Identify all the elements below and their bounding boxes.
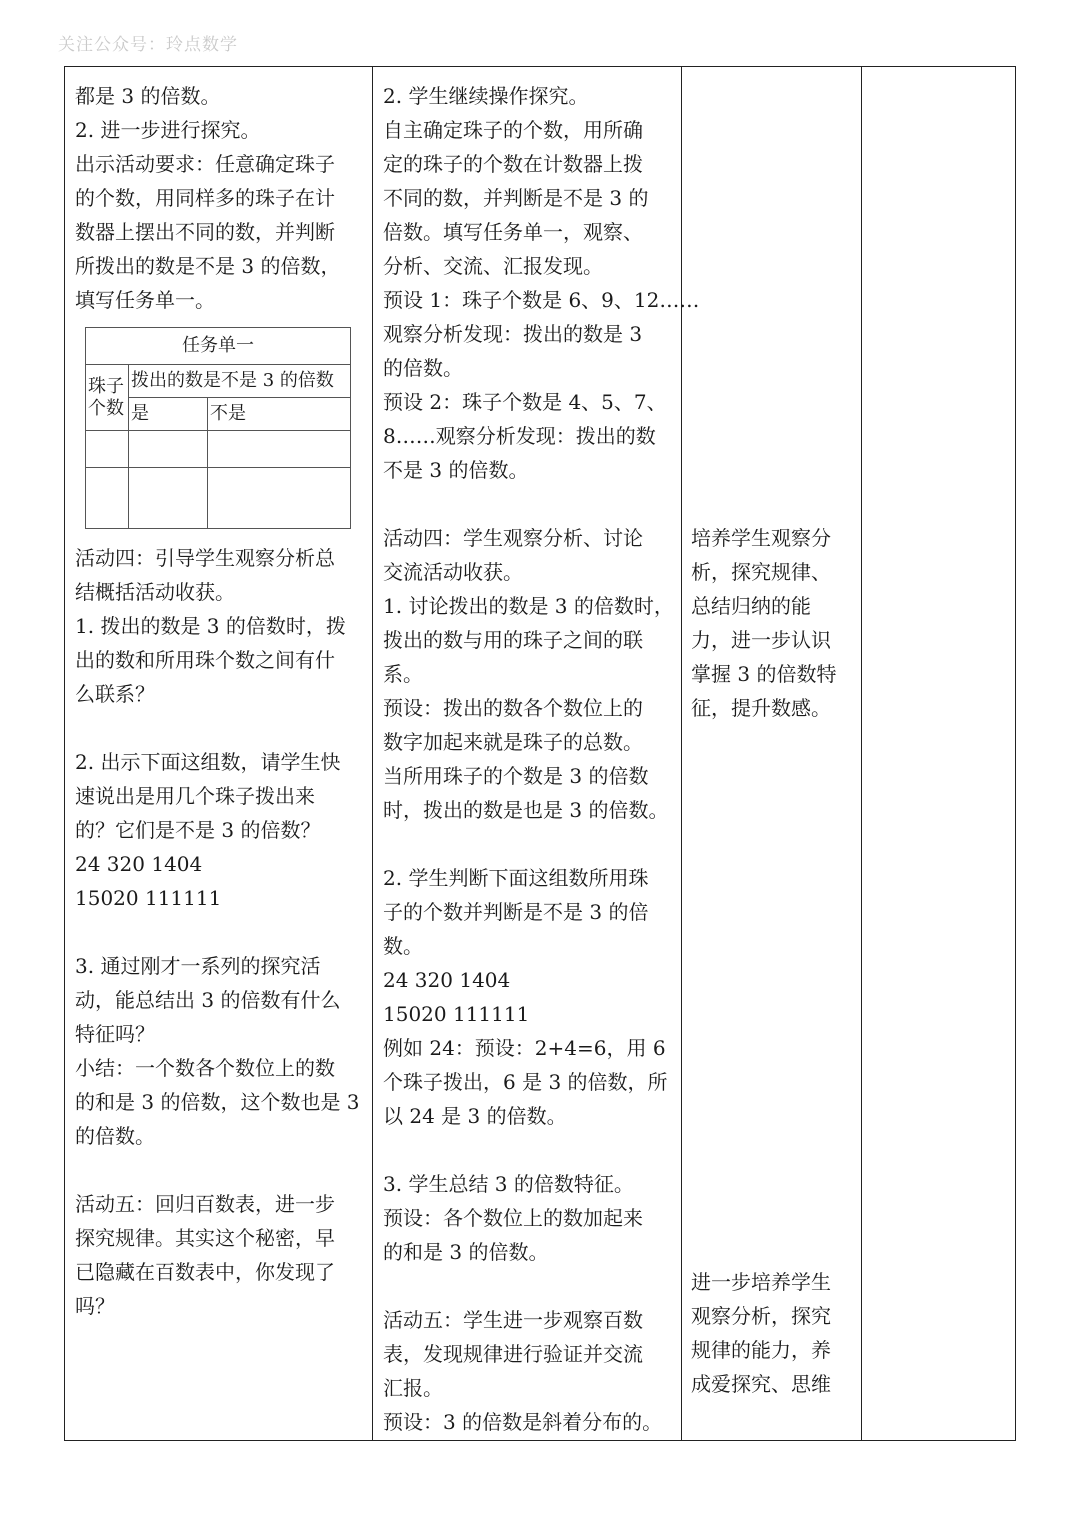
text-line: 以 24 是 3 的倍数。	[383, 1104, 567, 1128]
text-line: 填写任务单一。	[75, 288, 215, 312]
text-line	[383, 1269, 671, 1303]
text-line: 征，提升数感。	[691, 696, 831, 720]
text-line: 3. 通过刚才一系列的探究活	[75, 954, 321, 978]
text-line: 数。	[383, 934, 423, 958]
text-line: 拨出的数与用的珠子之间的联	[383, 628, 643, 652]
task-sheet-title: 任务单一	[86, 328, 351, 365]
text-line: 定的珠子的个数在计数器上拨	[383, 152, 643, 176]
student-activity-column	[383, 79, 700, 1439]
text-line: 自主确定珠子的个数，用所确	[383, 118, 643, 142]
text-line: 析，探究规律、	[691, 560, 831, 584]
text-line: 观察分析，探究	[691, 1304, 831, 1328]
text-line: 1. 拨出的数是 3 的倍数时，拨	[75, 614, 346, 638]
text-line: 不同的数，并判断是不是 3 的	[383, 186, 649, 210]
lesson-plan-table	[64, 66, 1016, 1441]
text-line: 预设 1：珠子个数是 6、9、12……	[383, 288, 700, 312]
text-line	[383, 827, 671, 861]
table-row	[86, 468, 351, 529]
text-line: 1. 讨论拨出的数是 3 的倍数时，	[383, 594, 674, 618]
text-line: 活动五：学生进一步观察百数	[383, 1308, 643, 1332]
text-line	[383, 1133, 671, 1167]
text-line: 24 320 1404	[75, 852, 203, 876]
text-line: 数字加起来就是珠子的总数。	[383, 730, 643, 754]
text-line: 出示活动要求：任意确定珠子	[75, 152, 335, 176]
text-line: 数器上摆出不同的数，并判断	[75, 220, 335, 244]
text-line: 进一步培养学生	[691, 1270, 831, 1294]
column-divider	[681, 67, 682, 1440]
text-line: 掌握 3 的倍数特	[691, 662, 837, 686]
text-line	[383, 487, 671, 521]
text-line: 探究规律。其实这个秘密，早	[75, 1226, 335, 1250]
text-line: 2. 学生判断下面这组数所用珠	[383, 866, 649, 890]
text-line: 24 320 1404	[383, 968, 511, 992]
yes-header: 是	[129, 398, 208, 431]
text-line: 系。	[383, 662, 423, 686]
text-line: 总结归纳的能	[691, 594, 811, 618]
column-divider	[372, 67, 373, 1440]
text-line: 2. 进一步进行探究。	[75, 118, 261, 142]
text-line: 的和是 3 的倍数。	[383, 1240, 549, 1264]
text-line: 的倍数。	[383, 356, 463, 380]
text-line: 观察分析发现：拨出的数是 3	[383, 322, 643, 346]
text-line: 吗？	[75, 1294, 115, 1318]
text-line: 15020 111111	[383, 1002, 530, 1026]
design-intent-column	[691, 79, 853, 1401]
text-line: 汇报。	[383, 1376, 443, 1400]
text-line: 活动五：回归百数表，进一步	[75, 1192, 335, 1216]
text-line: 例如 24：预设：2+4=6，用 6	[383, 1036, 666, 1060]
text-line: 当所用珠子的个数是 3 的倍数	[383, 764, 649, 788]
text-line: 么联系？	[75, 682, 155, 706]
bead-count-header: 珠子个数	[86, 365, 129, 431]
text-line: 个珠子拨出，6 是 3 的倍数，所	[383, 1070, 668, 1094]
text-line: 培养学生观察分	[691, 526, 831, 550]
text-line: 活动四：学生观察分析、讨论	[383, 526, 643, 550]
text-line: 预设：各个数位上的数加起来	[383, 1206, 643, 1230]
text-line: 出的数和所用珠个数之间有什	[75, 648, 335, 672]
text-line: 所拨出的数是不是 3 的倍数，	[75, 254, 341, 278]
text-line: 结概括活动收获。	[75, 580, 235, 604]
text-line: 分析、交流、汇报发现。	[383, 254, 603, 278]
text-line	[75, 1153, 363, 1187]
text-line: 8……观察分析发现：拨出的数	[383, 424, 656, 448]
text-line: 的倍数。	[75, 1124, 155, 1148]
text-line: 交流活动收获。	[383, 560, 523, 584]
table-row	[86, 431, 351, 468]
text-line: 3. 学生总结 3 的倍数特征。	[383, 1172, 634, 1196]
text-line	[75, 915, 363, 949]
teacher-activity-column	[75, 79, 363, 1323]
text-line: 动，能总结出 3 的倍数有什么	[75, 988, 341, 1012]
text-line: 的个数，用同样多的珠子在计	[75, 186, 335, 210]
text-line: 倍数。填写任务单一，观察、	[383, 220, 643, 244]
column-divider	[861, 67, 862, 1440]
text-line: 规律的能力，养	[691, 1338, 831, 1362]
text-line: 活动四：引导学生观察分析总	[75, 546, 335, 570]
text-line: 成爱探究、思维	[691, 1372, 831, 1396]
no-header: 不是	[208, 398, 351, 431]
text-line: 不是 3 的倍数。	[383, 458, 529, 482]
text-line	[75, 711, 363, 745]
text-line: 力，进一步认识	[691, 628, 831, 652]
task-sheet-table	[85, 327, 351, 529]
text-line: 预设 2：珠子个数是 4、5、7、	[383, 390, 667, 414]
text-line: 小结：一个数各个数位上的数	[75, 1056, 335, 1080]
text-line: 速说出是用几个珠子拨出来	[75, 784, 315, 808]
multiple-of-3-header: 拨出的数是不是 3 的倍数	[129, 365, 351, 398]
text-line: 子的个数并判断是不是 3 的倍	[383, 900, 649, 924]
text-line: 时，拨出的数是也是 3 的倍数。	[383, 798, 669, 822]
text-line: 的？它们是不是 3 的倍数？	[75, 818, 321, 842]
text-line: 的和是 3 的倍数，这个数也是 3	[75, 1090, 360, 1114]
text-line: 表，发现规律进行验证并交流	[383, 1342, 643, 1366]
text-line: 预设：3 的倍数是斜着分布的。	[383, 1410, 663, 1434]
text-line: 特征吗？	[75, 1022, 155, 1046]
watermark: 关注公众号：玲点数学	[58, 35, 238, 55]
text-line: 预设：拨出的数各个数位上的	[383, 696, 643, 720]
text-line: 15020 111111	[75, 886, 222, 910]
text-line: 都是 3 的倍数。	[75, 84, 221, 108]
text-line: 已隐藏在百数表中，你发现了	[75, 1260, 335, 1284]
text-line: 2. 出示下面这组数，请学生快	[75, 750, 341, 774]
text-line: 2. 学生继续操作探究。	[383, 84, 589, 108]
